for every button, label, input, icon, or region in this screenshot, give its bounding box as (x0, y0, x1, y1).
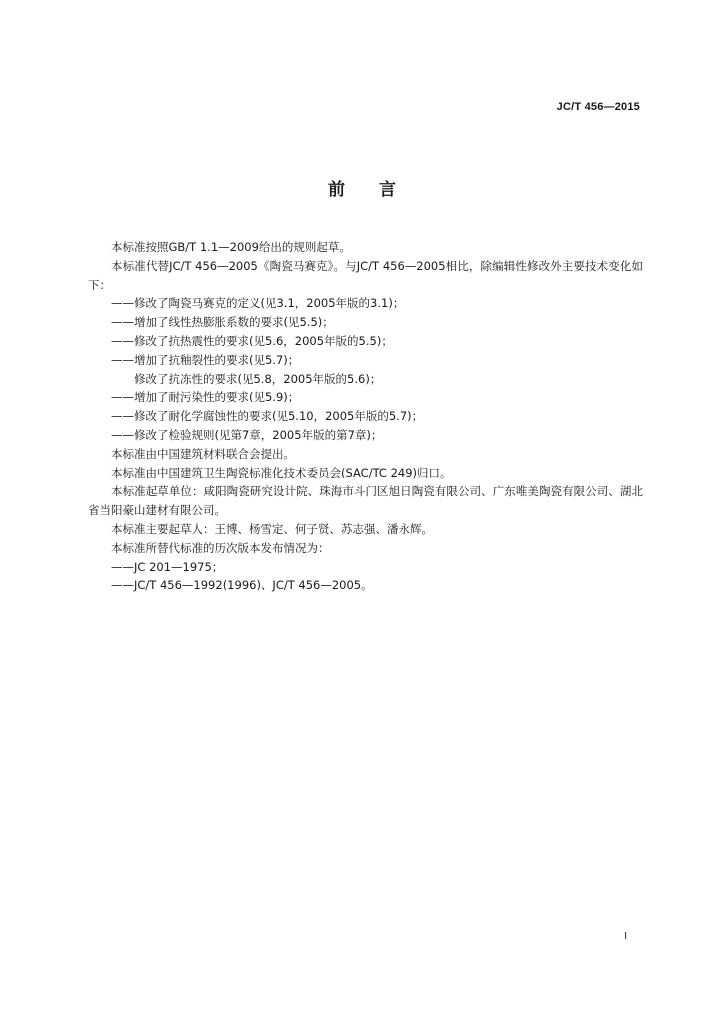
change-item: ——增加了抗釉裂性的要求(见5.7)； (111, 352, 300, 367)
drafters-paragraph: 本标准主要起草人：王博、杨雪定、何子贤、苏志强、潘永辉。 (111, 521, 433, 536)
change-item: ——修改了陶瓷马赛克的定义(见3.1，2005年版的3.1)； (111, 296, 405, 311)
proposer-paragraph: 本标准由中国建筑材料联合会提出。 (111, 446, 295, 461)
page-number: I (624, 931, 627, 942)
standard-number: JC/T 456—2015 (556, 101, 640, 113)
replacement-paragraph: 本标准代替JC/T 456—2005《陶瓷马赛克》。与JC/T 456—2005相比，除编辑性修改外主要技术变化如下： (88, 258, 643, 292)
change-item: 修改了抗冻性的要求(见5.8，2005年版的5.6)； (134, 371, 382, 386)
drafting-units-paragraph: 本标准起草单位：咸阳陶瓷研究设计院、珠海市斗门区旭日陶瓷有限公司、广东唯美陶瓷有限公司、湖北省当阳豪山建材有限公司。 (88, 484, 643, 518)
change-item: ——增加了耐污染性的要求(见5.9)； (111, 390, 300, 405)
history-item: ——JC 201—1975； (111, 559, 224, 574)
change-item: ——修改了检验规则(见第7章，2005年版的第7章)； (111, 427, 383, 442)
change-item: ——修改了耐化学腐蚀性的要求(见5.10，2005年版的5.7)； (111, 409, 424, 424)
history-intro-paragraph: 本标准所替代标准的历次版本发布情况为： (111, 540, 330, 555)
change-item: ——修改了抗热震性的要求(见5.6，2005年版的5.5)； (111, 333, 393, 348)
history-item: ——JC/T 456—1992(1996)、JC/T 456—2005。 (111, 578, 373, 593)
document-body (88, 238, 643, 595)
change-item: ——增加了线性热膨胀系数的要求(见5.5)； (111, 315, 334, 330)
drafting-rule-paragraph: 本标准按照GB/T 1.1—2009给出的规则起草。 (111, 240, 351, 254)
committee-paragraph: 本标准由中国建筑卫生陶瓷标准化技术委员会(SAC/TC 249)归口。 (111, 465, 452, 480)
page-title: 前言 (328, 180, 430, 200)
